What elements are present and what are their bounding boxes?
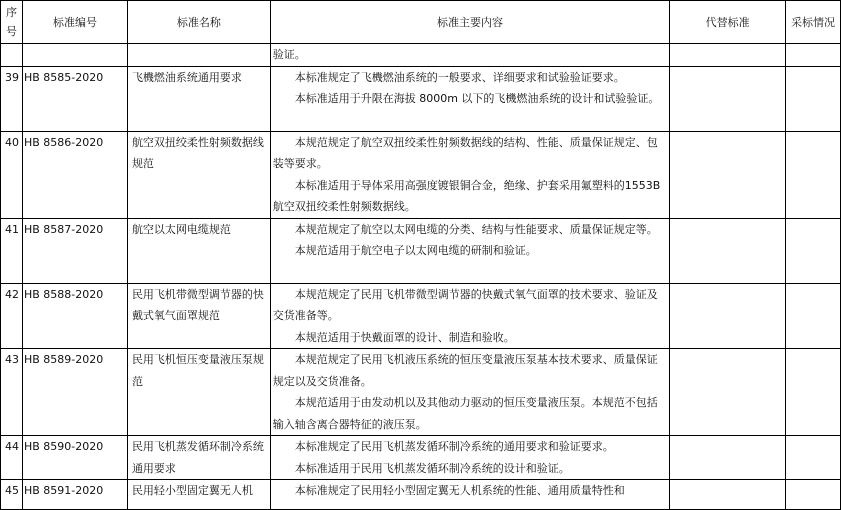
content-paragraph: 本规范规定了航空双扭绞柔性射频数据线的结构、性能、质量保证规定、包装等要求。	[272, 135, 658, 170]
content-paragraph: 本规范适用于快戴面罩的设计、制造和验收。	[294, 330, 515, 344]
row-adoption	[786, 218, 841, 283]
table-row-42	[1, 283, 841, 349]
table-row-39	[1, 66, 841, 131]
row-content	[270, 283, 669, 349]
row-name: 民用飞机带微型调节器的快戴式氧气面罩规范	[127, 283, 270, 349]
header-content: 标准主要内容	[270, 1, 669, 44]
row-name: 航空双扭绞柔性射频数据线规范	[127, 131, 270, 218]
row-adoption	[786, 436, 841, 480]
row-code: HB 8586-2020	[22, 131, 127, 218]
header-name: 标准名称	[127, 1, 270, 44]
content-paragraph: 本标准适用于升限在海拔 8000m 以下的飞機燃油系统的设计和试验验证。	[294, 92, 660, 105]
row-adoption	[786, 283, 841, 349]
header-code: 标准编号	[22, 1, 127, 44]
row-name: 飞機燃油系统通用要求	[127, 66, 270, 131]
row-adoption	[786, 480, 841, 510]
row-name: 航空以太网电缆规范	[127, 218, 270, 283]
table-row-40	[1, 131, 841, 218]
header-adoption: 采标情况	[786, 1, 841, 44]
content-paragraph: 本规范适用于由发动机以及其他动力驱动的恒压变量液压泵。本规范不包括输入轴含离合器特征的液压泵。	[272, 396, 658, 431]
table-row-45	[1, 480, 841, 510]
row-replaced	[670, 66, 786, 131]
row-seq: 42	[1, 283, 23, 349]
row-name: 民用轻小型固定翼无人机	[127, 480, 270, 510]
table-row-43	[1, 349, 841, 436]
row-seq: 41	[1, 218, 23, 283]
row-code: HB 8591-2020	[22, 480, 127, 510]
row-replaced	[670, 131, 786, 218]
content-paragraph: 本标准规定了民用飞机蒸发循环制冷系统的通用要求和验证要求。	[294, 440, 614, 453]
row-adoption	[786, 66, 841, 131]
row-content	[270, 131, 669, 218]
row-adoption	[786, 349, 841, 436]
row-replaced	[670, 349, 786, 436]
row-content	[270, 218, 669, 283]
row-seq: 43	[1, 349, 23, 436]
row-seq: 45	[1, 480, 23, 510]
header-replaced: 代替标准	[670, 1, 786, 44]
row-seq: 40	[1, 131, 23, 218]
row-replaced	[670, 283, 786, 349]
row-code: HB 8590-2020	[22, 436, 127, 480]
row-name: 民用飞机恒压变量液压泵规范	[127, 349, 270, 436]
content-paragraph: 本规范规定了航空以太网电缆的分类、结构与性能要求、质量保证规定等。	[294, 222, 658, 236]
row-code: HB 8589-2020	[22, 349, 127, 436]
row-replaced	[670, 480, 786, 510]
row-content	[270, 66, 669, 131]
content-paragraph: 本规范规定了民用飞机液压系统的恒压变量液压泵基本技术要求、质量保证规定以及交货准备。	[272, 353, 658, 388]
table-row-41	[1, 218, 841, 283]
content-paragraph: 本标准规定了飞機燃油系统的一般要求、详细要求和试验验证要求。	[294, 70, 625, 84]
table-row-44	[1, 436, 841, 480]
row-code: HB 8587-2020	[22, 218, 127, 283]
content-paragraph: 本标准规定了民用轻小型固定翼无人机系统的性能、通用质量特性和	[294, 484, 625, 497]
content-paragraph: 本规范规定了民用飞机带微型调节器的快戴式氧气面罩的技术要求、验证及交货准备等。	[272, 287, 658, 322]
content-paragraph: 本标准适用于导体采用高强度镀银铜合金，绝缘、护套采用氟塑料的1553B 航空双扭绞柔性射频数据线。	[272, 178, 661, 213]
header-seq: 序号	[1, 1, 23, 44]
row-seq: 44	[1, 436, 23, 480]
row-content	[270, 436, 669, 480]
row-adoption	[786, 131, 841, 218]
continuation-row	[1, 44, 841, 67]
row-replaced	[670, 218, 786, 283]
row-content	[270, 480, 669, 510]
row-name: 民用飞机蒸发循环制冷系统通用要求	[127, 436, 270, 480]
content-paragraph: 本标准适用于民用飞机蒸发循环制冷系统的设计和验证。	[294, 461, 570, 475]
table-header-row	[1, 1, 841, 44]
row-code: HB 8588-2020	[22, 283, 127, 349]
row-content	[270, 349, 669, 436]
content-paragraph: 本规范适用于航空电子以太网电缆的研制和验证。	[294, 244, 537, 257]
row-seq: 39	[1, 66, 23, 131]
row-replaced	[670, 436, 786, 480]
row-code: HB 8585-2020	[22, 66, 127, 131]
continuation-text: 验证。	[272, 48, 306, 61]
